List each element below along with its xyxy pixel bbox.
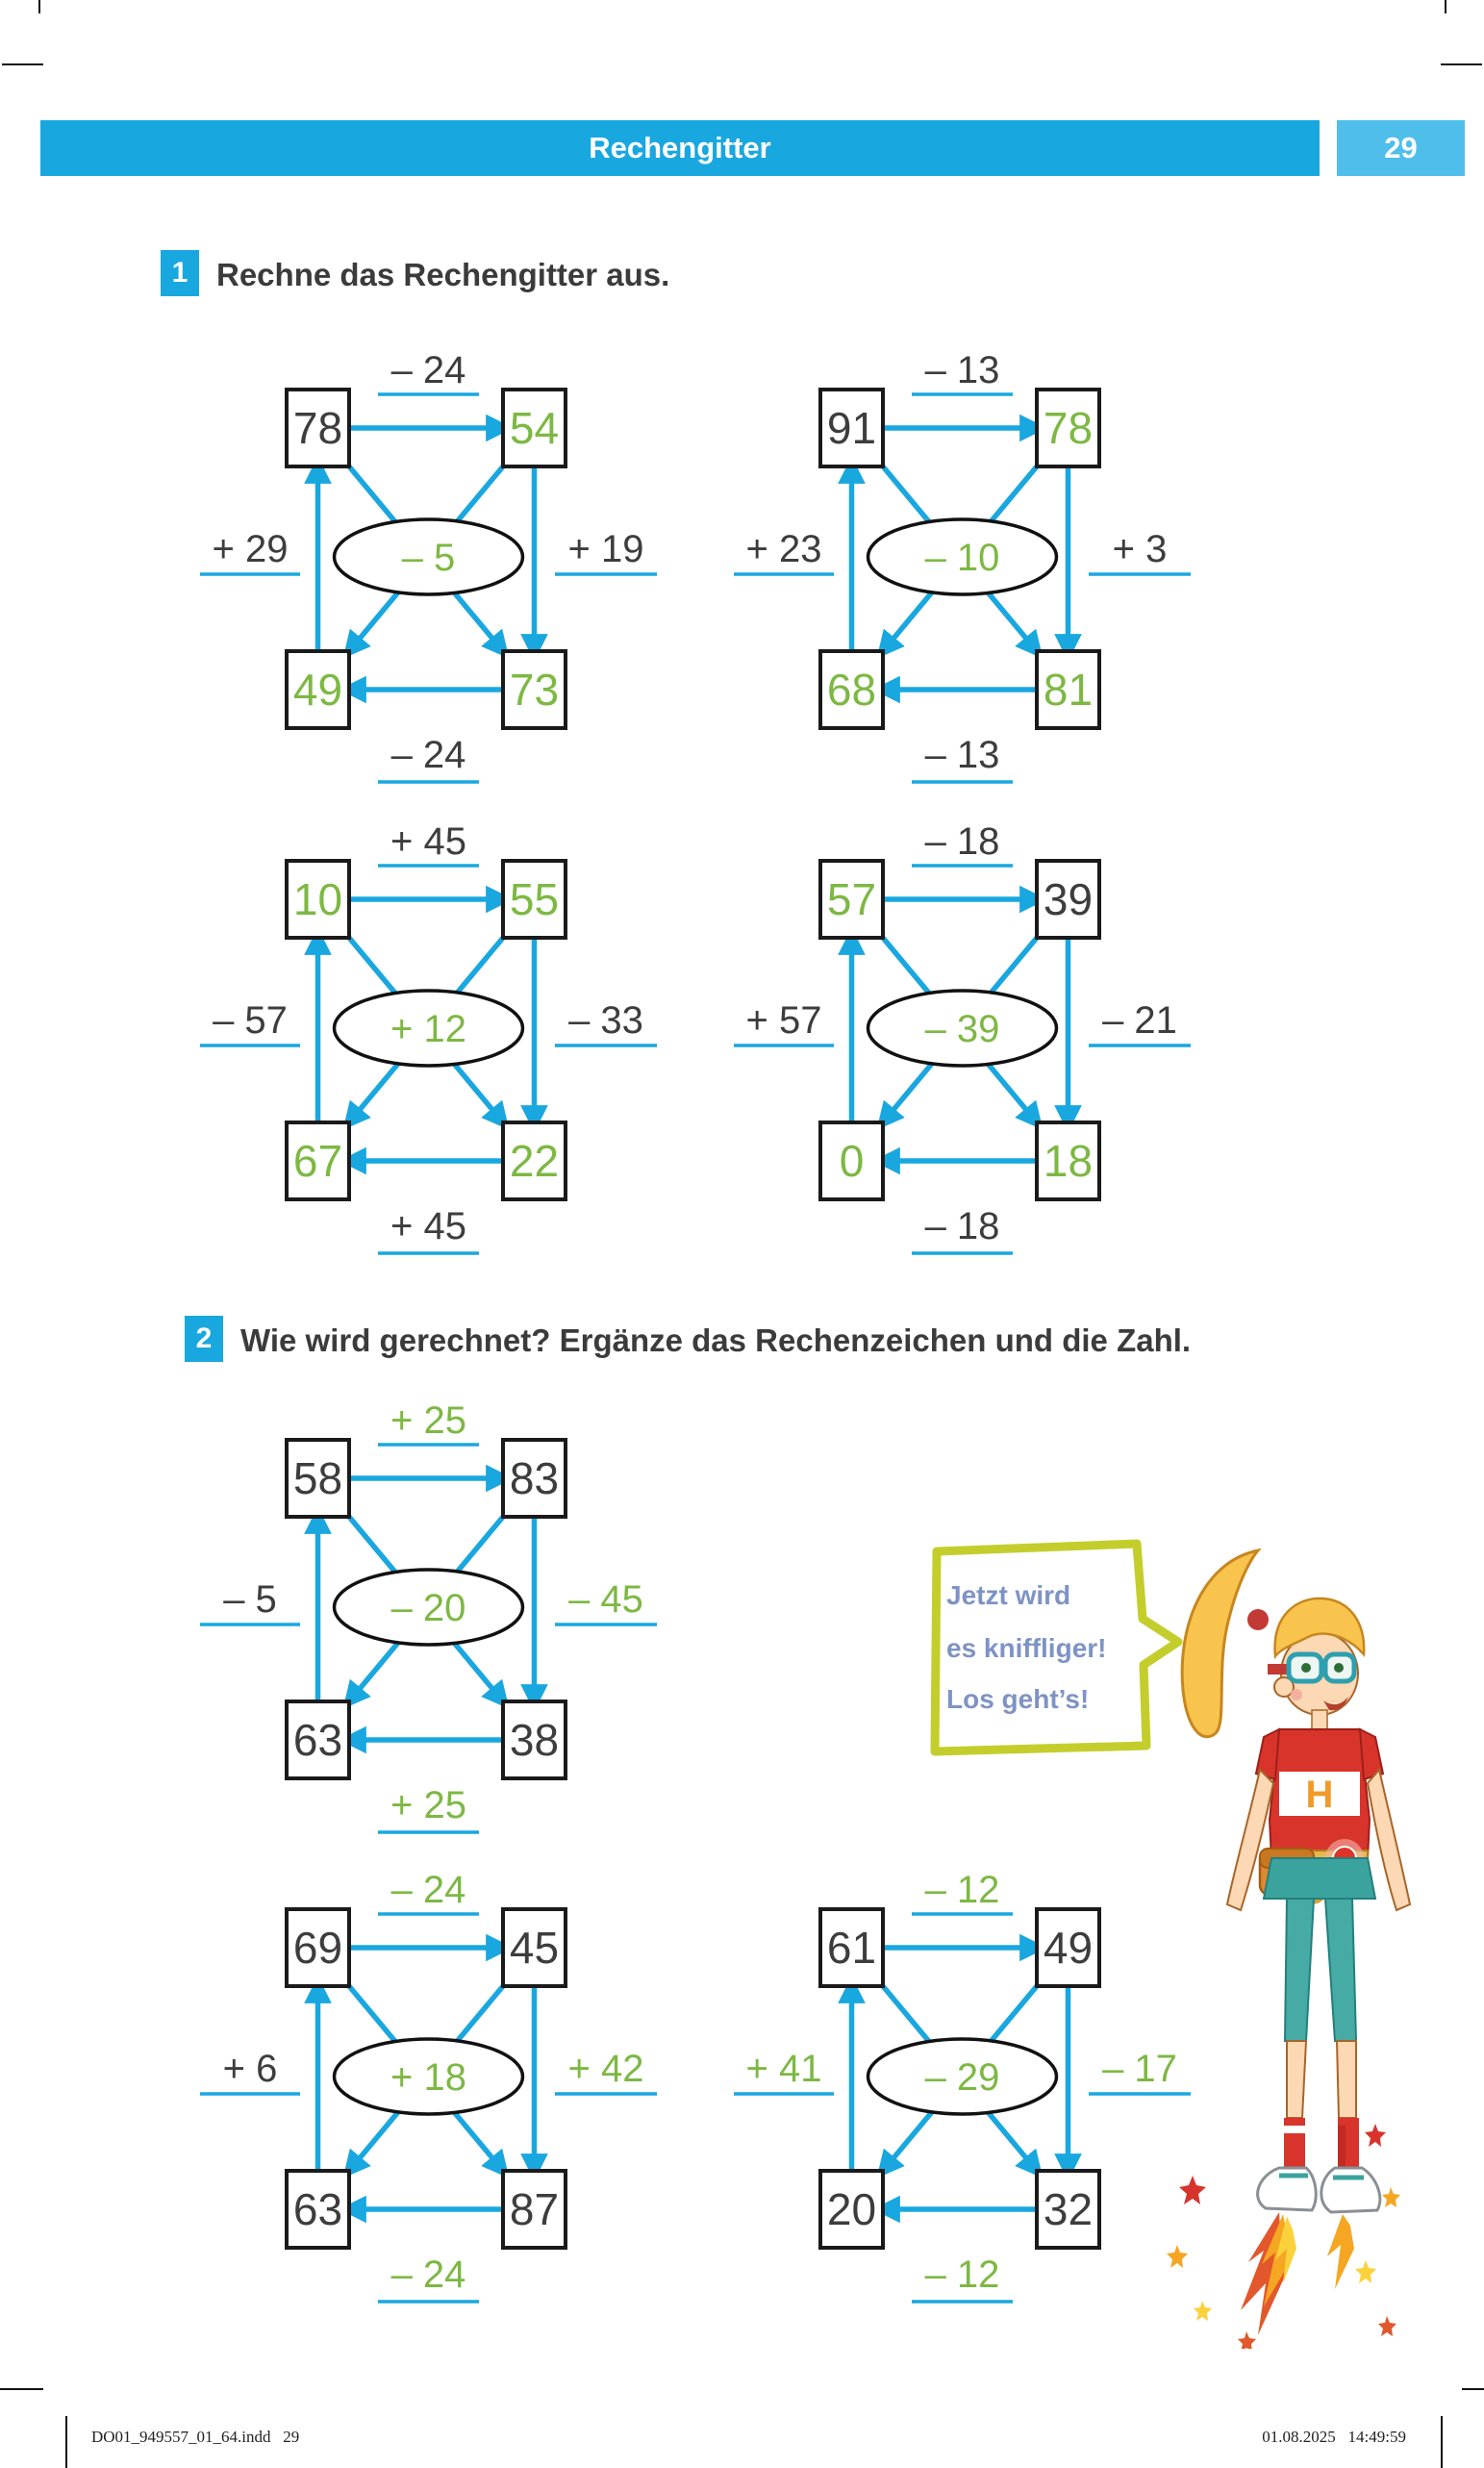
number-tr[interactable]: 78 xyxy=(1043,403,1094,453)
number-bl[interactable]: 68 xyxy=(826,665,877,715)
center-operation-value[interactable]: + 12 xyxy=(390,1008,466,1050)
operation-bottom[interactable]: – 12 xyxy=(924,2254,1000,2296)
number-br: 87 xyxy=(509,2184,560,2234)
center-operation-value[interactable]: – 10 xyxy=(924,537,1000,579)
operation-right: – 21 xyxy=(1102,999,1177,1042)
operation-top: + 45 xyxy=(390,820,466,863)
operation-right: + 19 xyxy=(567,528,644,570)
operation-right: + 3 xyxy=(1112,528,1168,570)
footer-timestamp: 01.08.2025 14:49:59 xyxy=(1262,2428,1406,2446)
operation-bottom: + 45 xyxy=(390,1205,466,1247)
task-1-badge: 1 xyxy=(161,250,199,296)
task-2-instruction: Wie wird gerechnet? Ergänze das Rechenzeichen und die Zahl. xyxy=(240,1322,1192,1358)
operation-bottom: – 13 xyxy=(924,734,1000,776)
page-header-bar xyxy=(40,120,1320,176)
footer-filename: DO01_949557_01_64.indd 29 xyxy=(91,2428,300,2446)
page-title: Rechengitter xyxy=(589,131,771,164)
crop-mark xyxy=(0,2388,43,2390)
calc-grid-6 xyxy=(200,1847,777,2328)
number-tl: 78 xyxy=(292,403,343,453)
neck xyxy=(1312,1710,1327,1729)
ponytail xyxy=(1182,1550,1258,1737)
task-1-instruction: Rechne das Rechengitter aus. xyxy=(216,257,670,292)
number-bl[interactable]: 49 xyxy=(292,665,343,715)
center-operation-value[interactable]: + 18 xyxy=(390,2056,466,2099)
crop-mark xyxy=(1445,0,1446,13)
number-tr: 45 xyxy=(509,1923,560,1973)
mascot-girl-illustration xyxy=(1135,1502,1452,2349)
crop-mark xyxy=(2,63,43,65)
number-bl[interactable]: 67 xyxy=(292,1136,343,1186)
center-operation-value[interactable]: – 39 xyxy=(924,1008,1000,1050)
operation-right[interactable]: – 17 xyxy=(1102,2048,1177,2090)
operation-left[interactable]: + 41 xyxy=(745,2048,822,2090)
number-br[interactable]: 73 xyxy=(509,665,560,715)
shoe-laces xyxy=(1279,2176,1364,2178)
number-bl[interactable]: 0 xyxy=(839,1136,865,1186)
shin-right xyxy=(1337,2041,1356,2118)
crop-mark xyxy=(38,0,40,13)
operation-top: – 24 xyxy=(390,349,466,391)
number-tl: 91 xyxy=(826,403,877,453)
crop-mark xyxy=(1462,2388,1484,2390)
number-br[interactable]: 18 xyxy=(1043,1136,1094,1186)
number-bl: 20 xyxy=(826,2184,877,2234)
operation-top[interactable]: – 24 xyxy=(390,1869,466,1911)
task-2-header xyxy=(185,1316,1191,1362)
calc-grid-4 xyxy=(734,798,1311,1279)
center-operation-value[interactable]: – 5 xyxy=(401,537,456,579)
operation-top[interactable]: + 25 xyxy=(390,1399,466,1442)
number-tl[interactable]: 10 xyxy=(292,874,343,924)
crop-mark xyxy=(1441,2416,1443,2468)
number-br: 32 xyxy=(1043,2184,1094,2234)
sock-left xyxy=(1284,2118,1305,2168)
number-tr: 83 xyxy=(509,1453,560,1503)
eye xyxy=(1301,1663,1311,1673)
shirt-letter: H xyxy=(1305,1774,1334,1816)
page-number: 29 xyxy=(1384,131,1418,164)
operation-left: + 23 xyxy=(745,528,822,570)
number-tl: 61 xyxy=(826,1923,877,1973)
number-tr: 49 xyxy=(1043,1923,1094,1973)
number-tl: 69 xyxy=(292,1923,343,1973)
operation-bottom[interactable]: + 25 xyxy=(390,1784,466,1826)
page-number-box xyxy=(1337,120,1465,176)
number-tl[interactable]: 57 xyxy=(826,874,877,924)
leg-left xyxy=(1285,1899,1314,2041)
calc-grid-5 xyxy=(200,1377,777,1858)
sock-shade xyxy=(1338,2126,1346,2168)
bubble-line-2: es kniffliger! xyxy=(946,1633,1107,1663)
number-tr: 39 xyxy=(1043,874,1094,924)
task-2-badge: 2 xyxy=(185,1316,223,1362)
operation-bottom: – 18 xyxy=(924,1205,1000,1247)
number-tr[interactable]: 54 xyxy=(509,403,560,453)
calc-grid-2 xyxy=(734,327,1311,808)
shoe-right xyxy=(1321,2168,1380,2212)
number-tl: 58 xyxy=(292,1453,343,1503)
operation-left: – 5 xyxy=(223,1578,277,1621)
goggle-strap xyxy=(1268,1664,1289,1675)
leg-right xyxy=(1325,1899,1356,2041)
operation-left: + 57 xyxy=(745,999,822,1042)
operation-left: + 29 xyxy=(212,528,289,570)
operation-left: – 57 xyxy=(213,999,288,1042)
skirt xyxy=(1264,1858,1375,1899)
rocket-flame xyxy=(1327,2214,1354,2289)
operation-left: + 6 xyxy=(222,2048,278,2090)
operation-right[interactable]: + 42 xyxy=(567,2048,644,2090)
bubble-line-3: Los geht’s! xyxy=(946,1684,1090,1714)
calc-grid-3 xyxy=(200,798,777,1279)
center-operation-value[interactable]: – 29 xyxy=(924,2056,1000,2099)
operation-top: – 13 xyxy=(924,349,1000,391)
number-bl: 63 xyxy=(292,1715,343,1765)
operation-top[interactable]: – 12 xyxy=(924,1869,1000,1911)
number-br: 38 xyxy=(509,1715,560,1765)
number-br[interactable]: 22 xyxy=(509,1136,560,1186)
calc-grid-1 xyxy=(200,327,777,808)
operation-right: – 33 xyxy=(568,999,643,1042)
shin-left xyxy=(1287,2041,1306,2118)
number-tr[interactable]: 55 xyxy=(509,874,560,924)
operation-bottom: – 24 xyxy=(390,734,466,776)
number-bl: 63 xyxy=(292,2184,343,2234)
hair-tie xyxy=(1247,1609,1269,1630)
task-1-header xyxy=(161,250,669,296)
operation-top: – 18 xyxy=(924,820,1000,863)
center-operation-value[interactable]: – 20 xyxy=(390,1587,466,1629)
operation-bottom[interactable]: – 24 xyxy=(390,2254,466,2296)
operation-right[interactable]: – 45 xyxy=(568,1578,643,1621)
sock-stripe xyxy=(1284,2126,1305,2133)
eye xyxy=(1334,1663,1344,1673)
crop-mark xyxy=(1441,63,1482,65)
bubble-line-1: Jetzt wird xyxy=(946,1580,1071,1610)
number-br[interactable]: 81 xyxy=(1043,665,1094,715)
blush xyxy=(1291,1689,1302,1700)
